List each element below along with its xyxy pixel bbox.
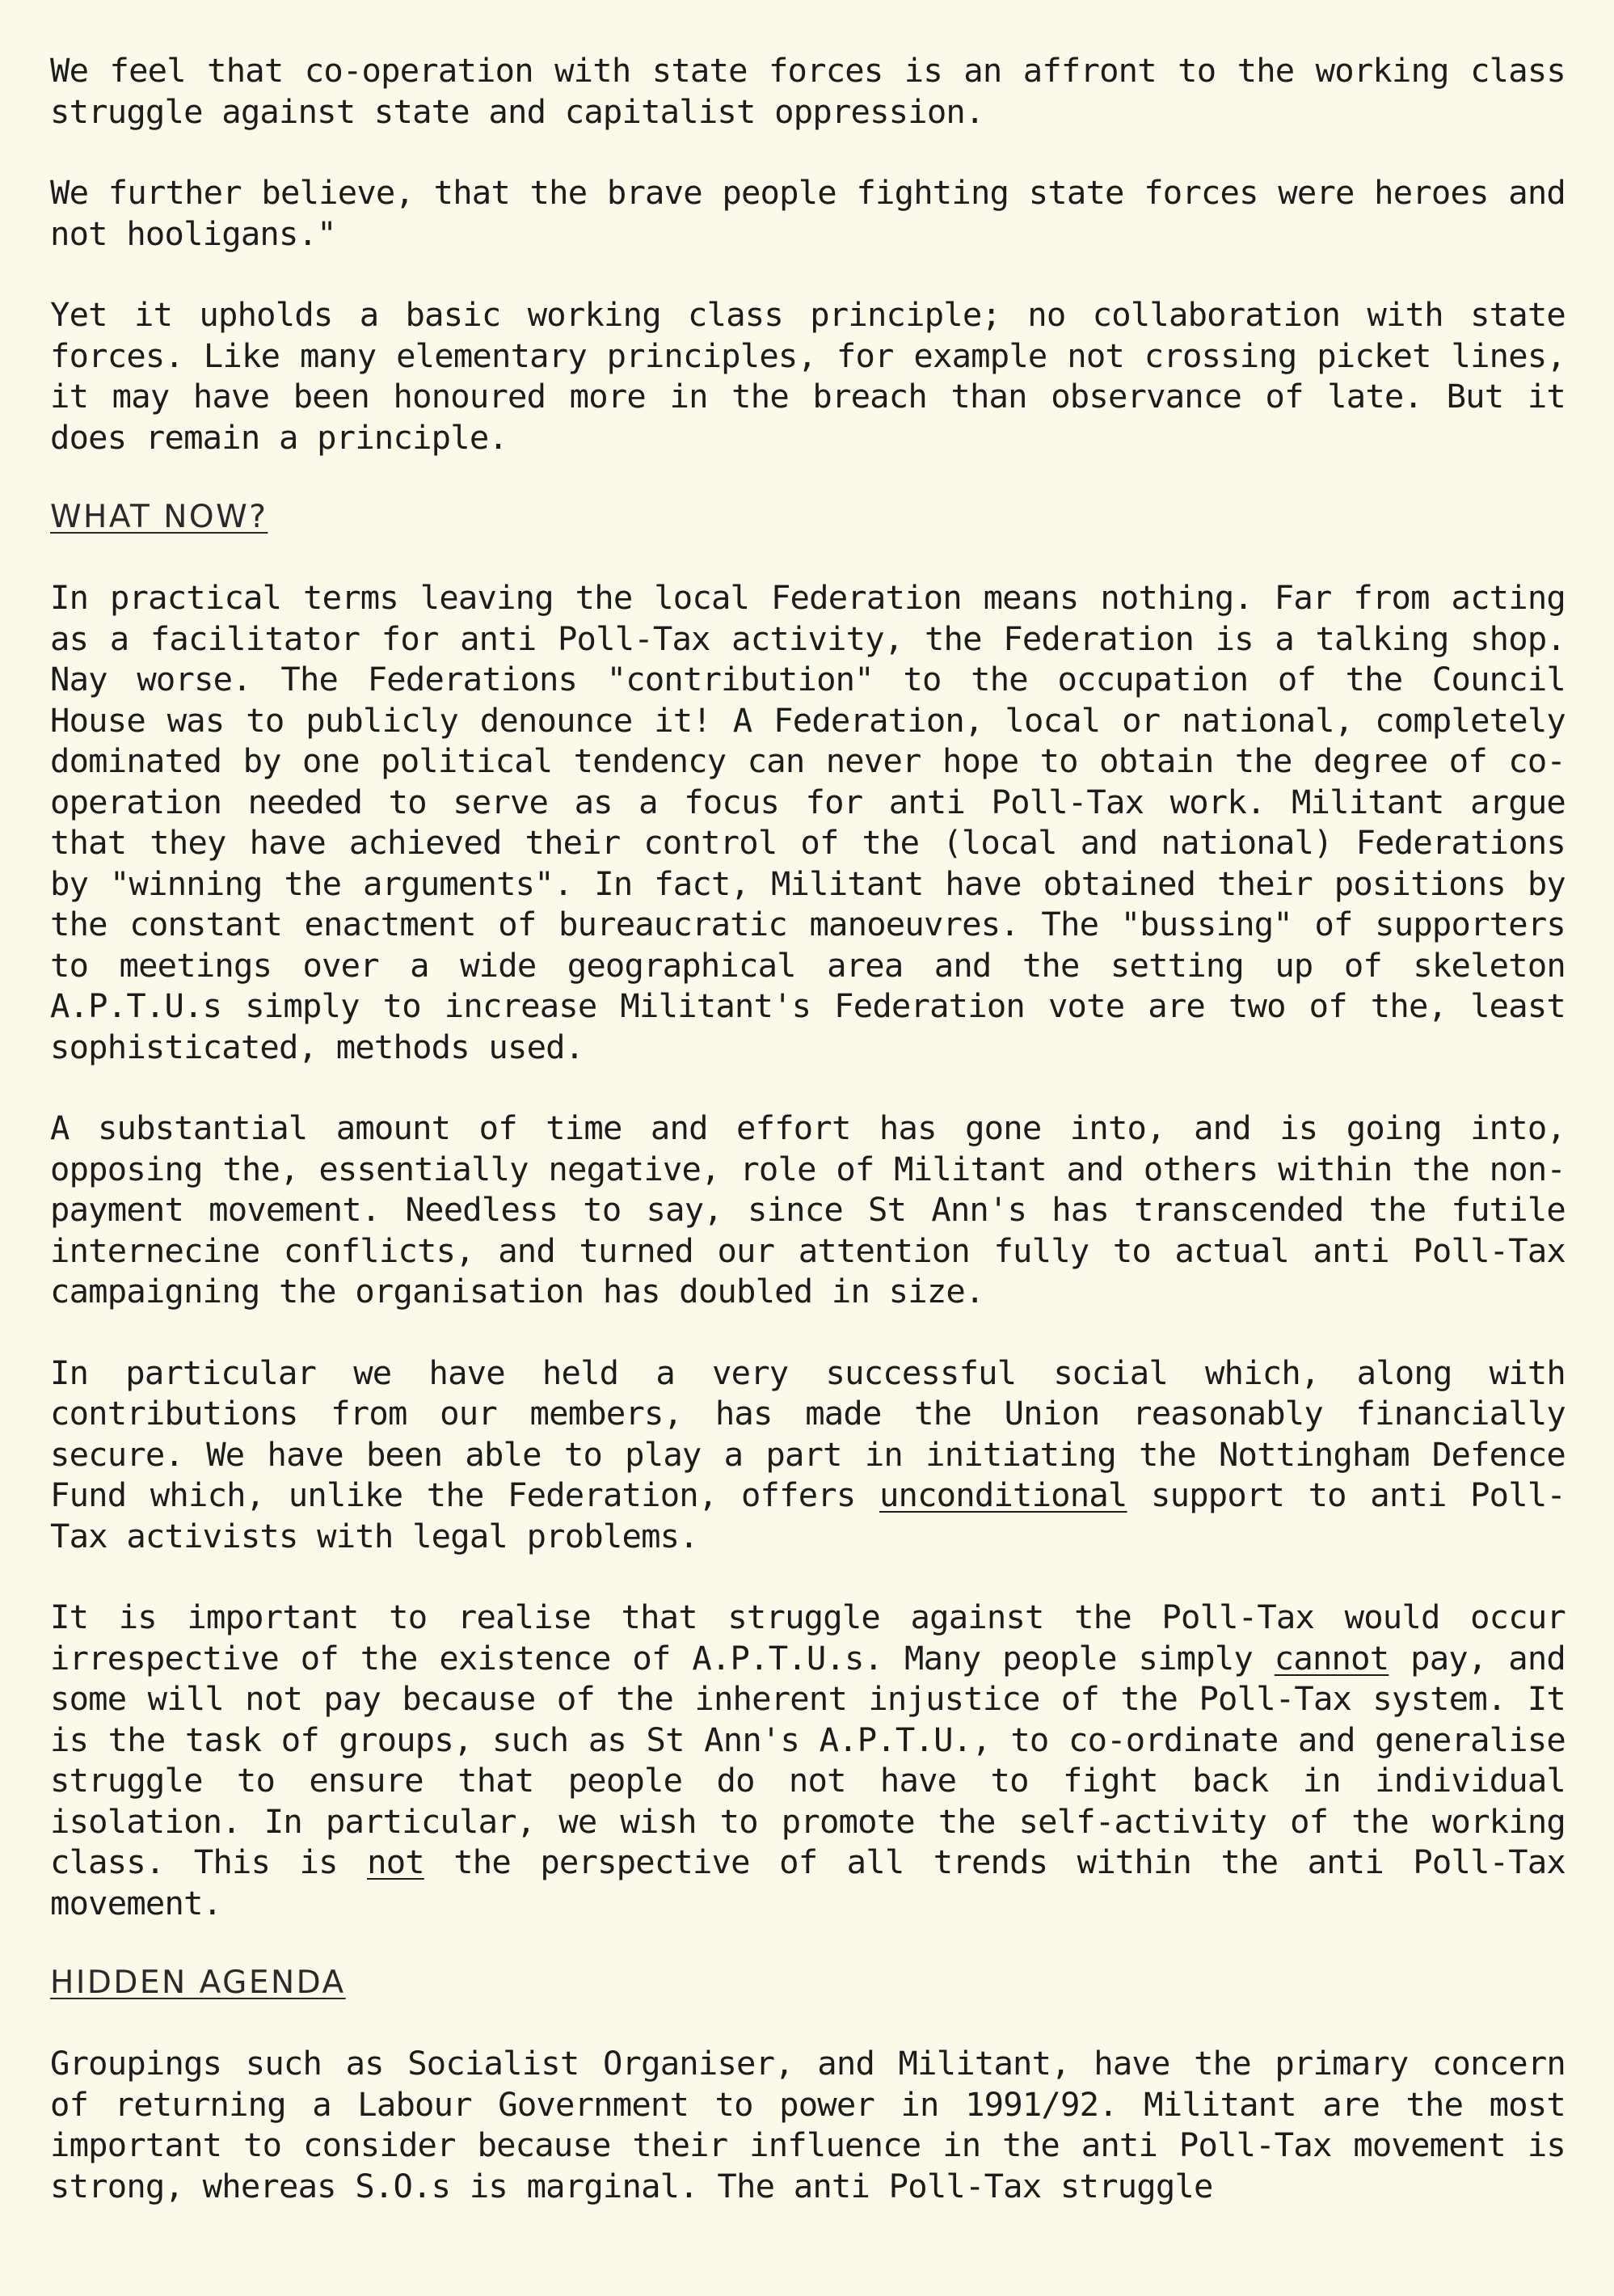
emphasis-not: not bbox=[367, 1842, 424, 1881]
emphasis-unconditional: unconditional bbox=[879, 1475, 1127, 1514]
paragraph-heroes: We further believe, that the brave people fighting state forces were heroes and not hooligans." bbox=[50, 173, 1566, 253]
paragraph-struggle-part3: the perspective of all trends within the anti Poll-Tax movement. bbox=[50, 1842, 1566, 1922]
paragraph-struggle-part1: It is important to realise that struggle against the Poll-Tax would occur irrespective of the existence of A.P.T.U.s. Many people simply bbox=[50, 1597, 1566, 1678]
paragraph-effort: A substantial amount of time and effort has gone into, and is going into, opposing the, essentially negative, role of Militant and others within the non-payment movement. Needless to say, since St Ann's has transcended the futile internecine conflicts, and turned our attention fully to actual anti Poll-Tax campaigning the organisation has doubled in size. bbox=[50, 1108, 1566, 1310]
paragraph-struggle-part2: pay, and some will not pay because of the inherent injustice of the Poll-Tax system. It is the task of groups, such as St Ann's A.P.T.U., to co-ordinate and generalise struggle to ensure that people do not have to fight back in individual isolation. In particular, we wish to promote the self-activity of the working class. This is bbox=[50, 1638, 1566, 1881]
paragraph-principle: Yet it upholds a basic working class principle; no collaboration with state forces. Like many elementary principles, for example not crossing picket lines, it may have been honoured more in the breach than observance of late. But it does remain a principle. bbox=[50, 295, 1566, 457]
heading-hidden-agenda: HIDDEN AGENDA bbox=[50, 1965, 346, 2001]
emphasis-cannot: cannot bbox=[1274, 1638, 1389, 1678]
paragraph-cooperation: We feel that co-operation with state forces is an affront to the working class struggle against state and capitalist oppression. bbox=[50, 51, 1566, 131]
paragraph-struggle bbox=[50, 1597, 1566, 1923]
paragraph-groupings: Groupings such as Socialist Organiser, and Militant, have the primary concern of returning a Labour Government to power in 1991/92. Militant are the most important to consider because their influence in the anti Poll-Tax movement is strong, whereas S.O.s is marginal. The anti Poll-Tax struggle bbox=[50, 2044, 1566, 2205]
paragraph-social-part2: support to anti Poll-Tax activists with legal problems. bbox=[50, 1475, 1566, 1555]
paragraph-federation: In practical terms leaving the local Federation means nothing. Far from acting as a facilitator for anti Poll-Tax activity, the Federation is a talking shop. Nay worse. The Federations "contribution" to the occupation of the Council House was to publicly denounce it! A Federation, local or national, completely dominated by one political tendency can never hope to obtain the degree of co-operation needed to serve as a focus for anti Poll-Tax work. Militant argue that they have achieved their control of the (local and national) Federations by "winning the arguments". In fact, Militant have obtained their positions by the constant enactment of bureaucratic manoeuvres. The "bussing" of supporters to meetings over a wide geographical area and the setting up of skeleton A.P.T.U.s simply to increase Militant's Federation vote are two of the, least sophisticated, methods used. bbox=[50, 578, 1566, 1066]
heading-what-now: WHAT NOW? bbox=[50, 499, 268, 535]
paragraph-social-part1: In particular we have held a very successful social which, along with contributions from our members, has made the Union reasonably financially secure. We have been able to play a part in initiating the Nottingham Defence Fund which, unlike the Federation, offers bbox=[50, 1353, 1566, 1514]
paragraph-social bbox=[50, 1353, 1566, 1557]
